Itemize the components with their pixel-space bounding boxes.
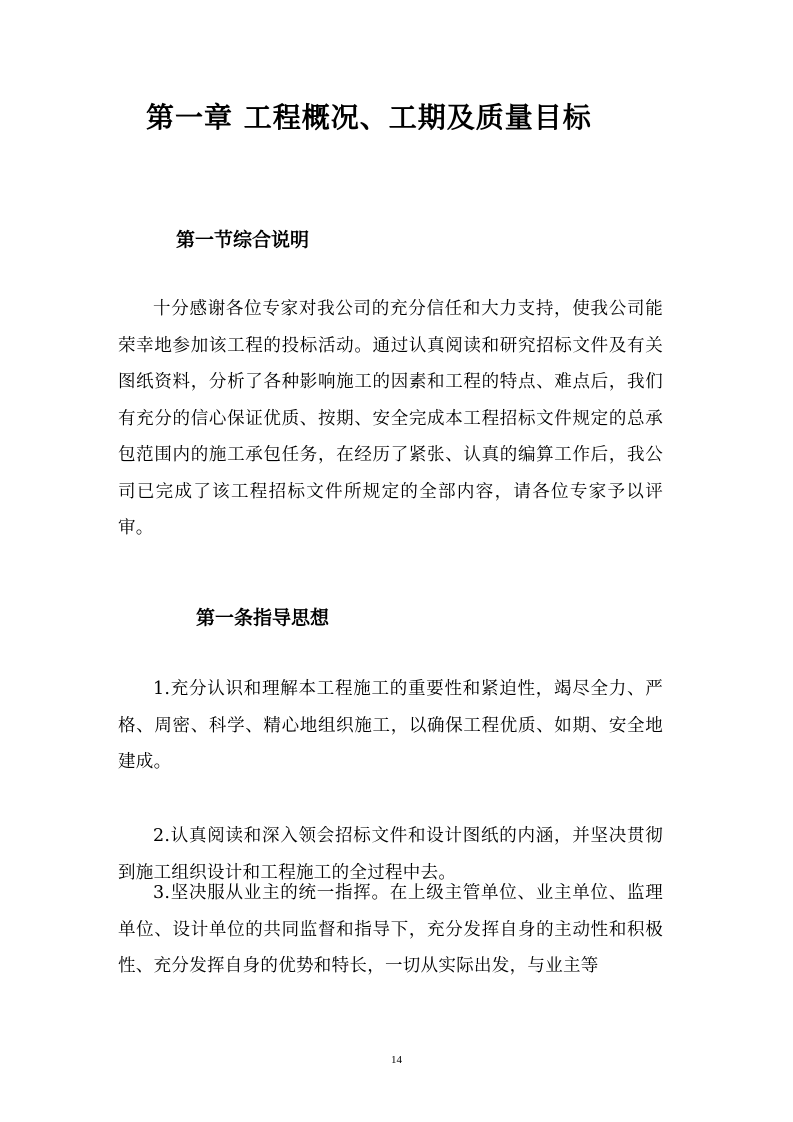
article-title: 第一条指导思想 bbox=[196, 607, 330, 629]
chapter-title: 第一章 工程概况、工期及质量目标 bbox=[146, 101, 592, 134]
section-title: 第一节综合说明 bbox=[176, 229, 310, 251]
guideline-point-2: 2.认真阅读和深入领会招标文件和设计图纸的内涵，并坚决贯彻到施工组织设计和工程施工的全过程中去。 bbox=[118, 826, 663, 883]
guideline-point-3: 3.坚决服从业主的统一指挥。在上级主管单位、业主单位、监理单位、设计单位的共同监督和指导下，充分发挥自身的主动性和积极性、充分发挥自身的优势和特长，一切从实际出发，与业主等 bbox=[118, 883, 663, 976]
guideline-point-1: 1.充分认识和理解本工程施工的重要性和紧迫性，竭尽全力、严格、周密、科学、精心地组织施工，以确保工程优质、如期、安全地建成。 bbox=[118, 679, 663, 772]
intro-paragraph: 十分感谢各位专家对我公司的充分信任和大力支持，使我公司能荣幸地参加该工程的投标活动。通过认真阅读和研究招标文件及有关图纸资料，分析了各种影响施工的因素和工程的特点、难点后，我们有充分的信心保证优质、按期、安全完成本工程招标文件规定的总承包范围内的施工承包任务，在经历了紧张、认真的编算工作后，我公司已完成了该工程招标文件所规定的全部内容，请各位专家予以评审。 bbox=[118, 299, 663, 538]
page-number: 14 bbox=[391, 1054, 402, 1066]
